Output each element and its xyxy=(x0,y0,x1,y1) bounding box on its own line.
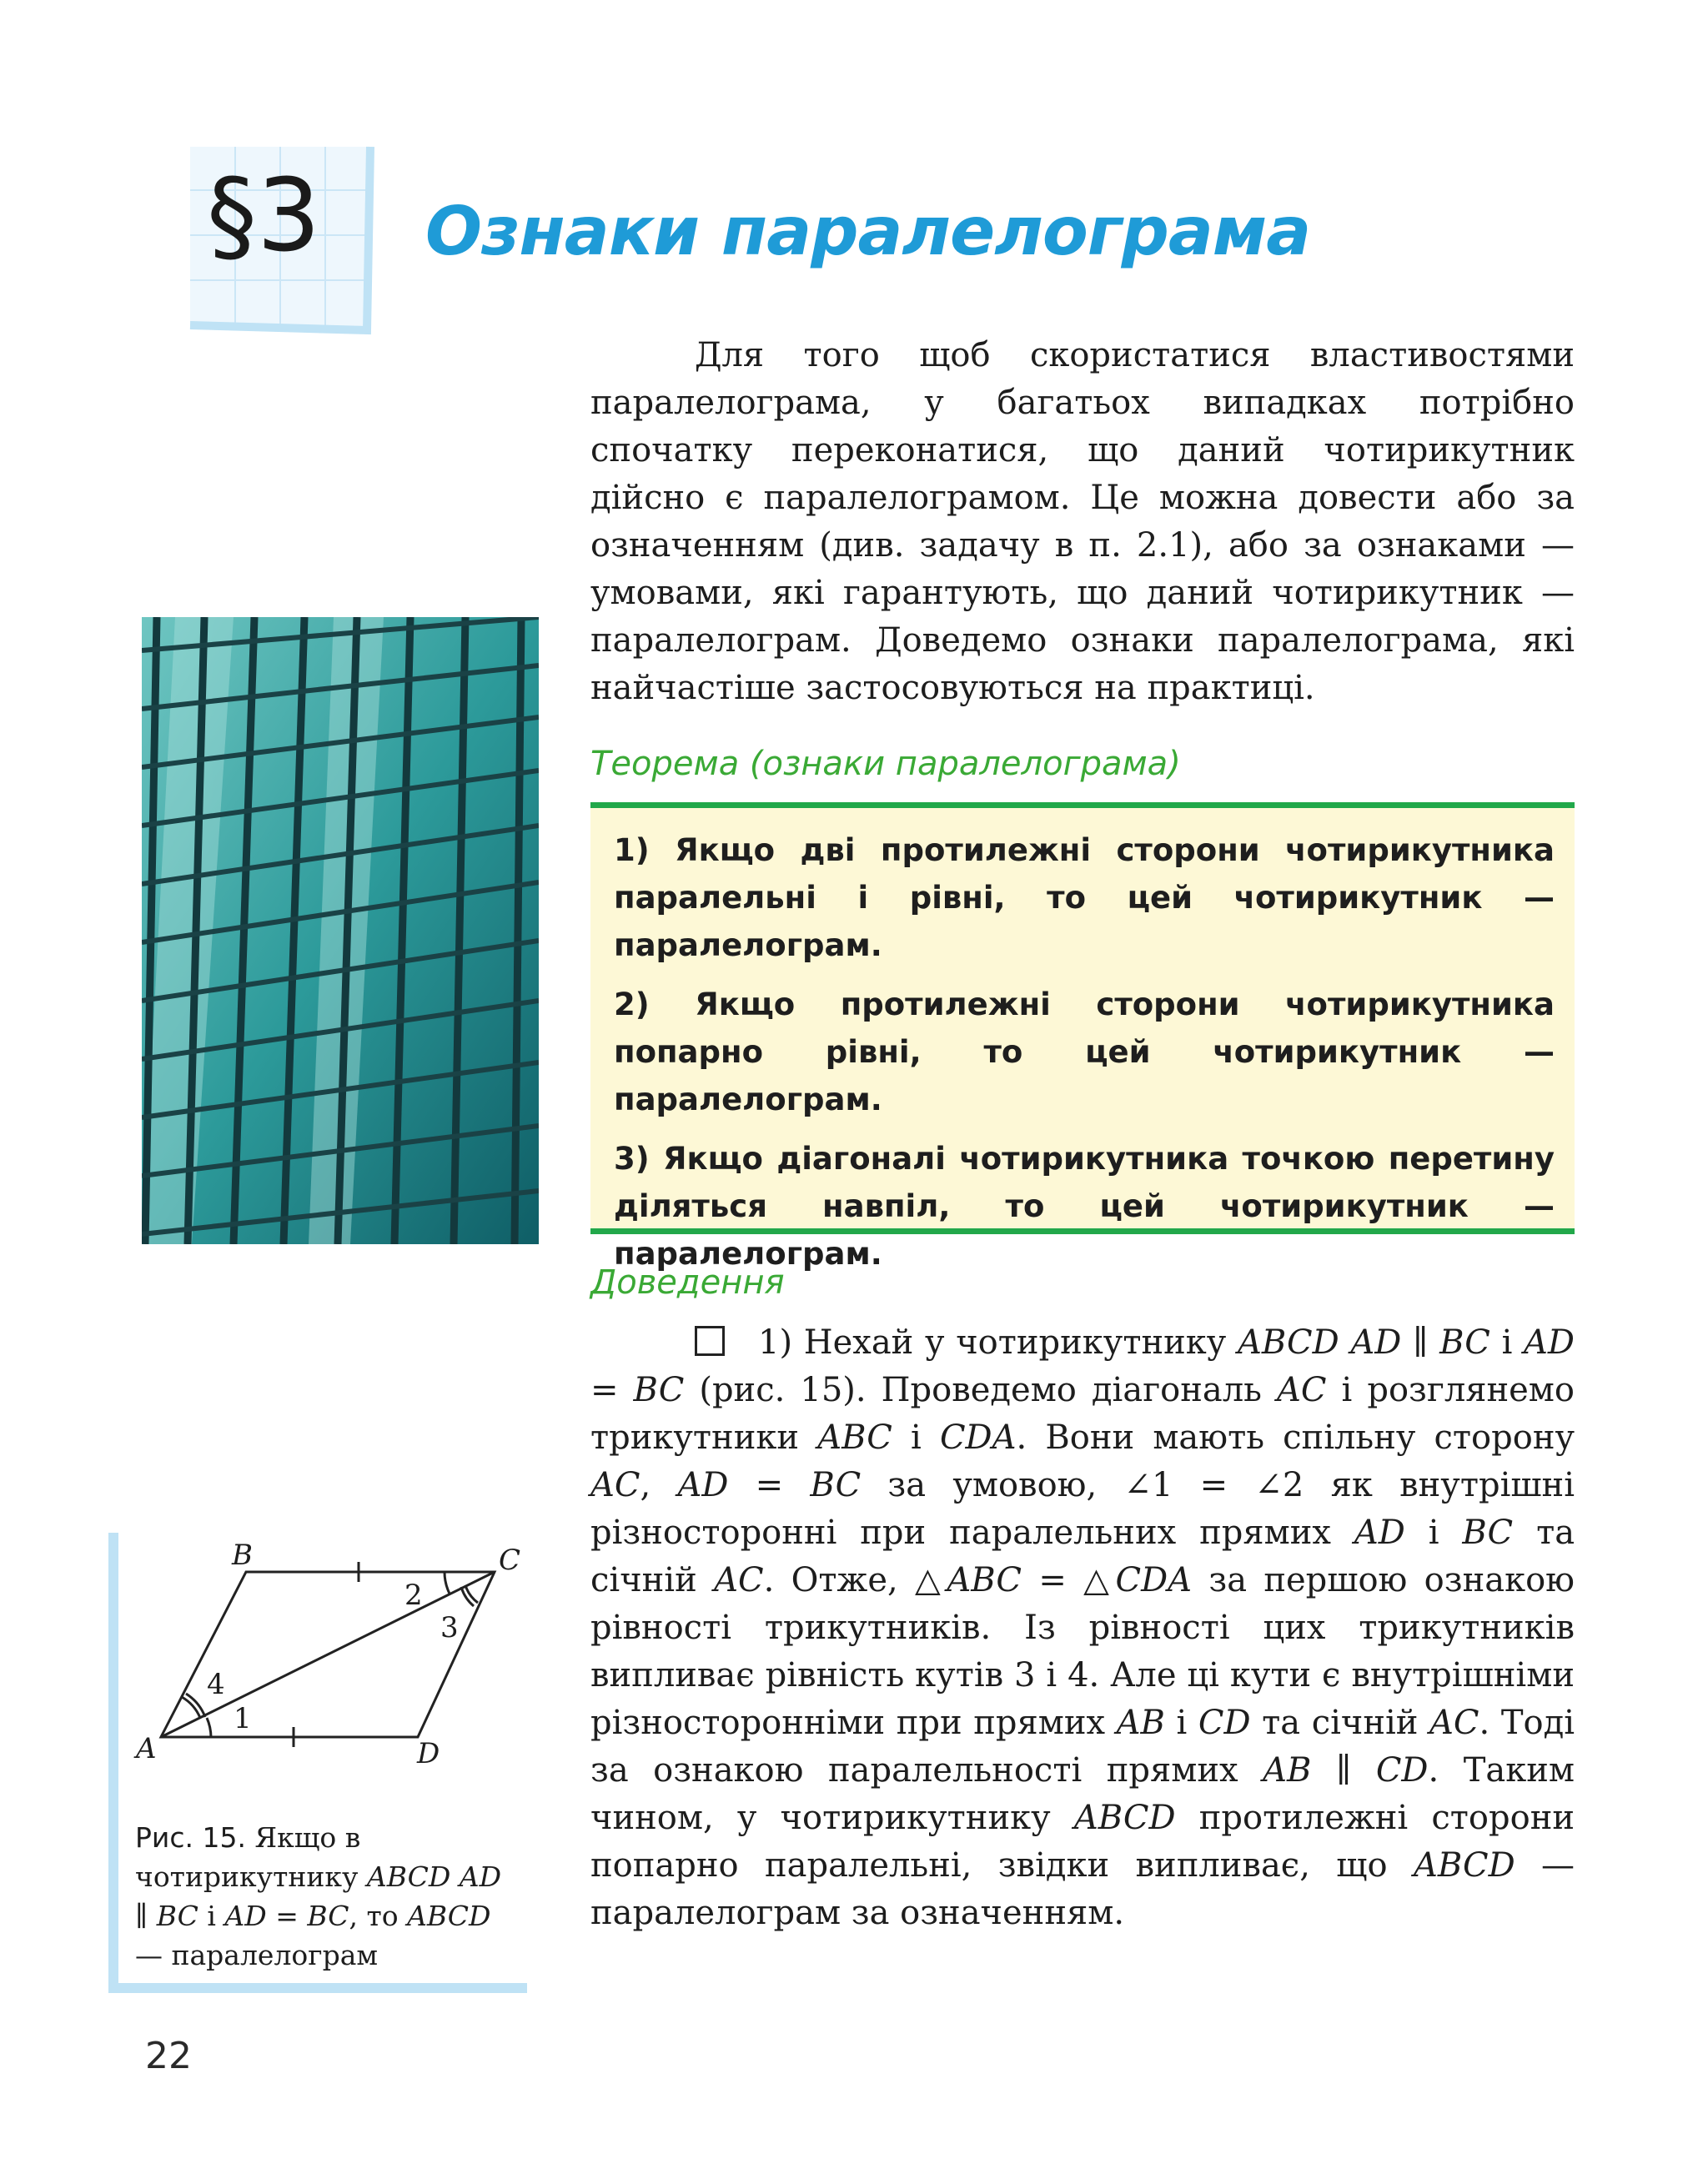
proof-text xyxy=(590,1319,1575,1937)
proof-segment: як внутрішні різносторонні при паралельних прямих xyxy=(590,1466,1575,1552)
proof-segment: протилежні сторони попарно паралельні, звідки випливає, що xyxy=(590,1799,1575,1885)
math-ad-eq-bc: AD = BC xyxy=(677,1466,862,1504)
angle-label-4: 4 xyxy=(207,1668,225,1701)
math-ac: AC xyxy=(714,1561,764,1599)
theorem-item-3: 3) Якщо діагоналі чотирикутника точкою перетину діляться навпіл, то цей чотирикутник — паралелограм. xyxy=(614,1141,1555,1272)
math-ab: AB xyxy=(1116,1704,1165,1742)
math-ab-par-cd: AB ∥ CD xyxy=(1263,1751,1429,1790)
figure-caption xyxy=(135,1818,519,1975)
proof-segment: — паралелограм за означенням. xyxy=(590,1846,1575,1932)
proof-segment: , xyxy=(640,1466,651,1504)
math-triangles-equal: △ABC = △CDA xyxy=(915,1561,1193,1599)
proof-segment: 1) Нехай у чотирикутнику xyxy=(758,1323,1227,1362)
intro-text: Для того щоб скористатися властивостями паралелограма, у багатьох випадках потрібно спочатку переконатися, що даний чотирикутник дійсно є паралелограмом. Це можна довести або за означенням (див. задачу в п. 2.1), або за ознаками — умовами, які гарантують, що даний чотирикутник — паралелограм. Доведемо ознаки паралелограма, які найчастіше застосовуються на практиці. xyxy=(590,336,1575,707)
caption-label: Рис. 15. xyxy=(135,1821,246,1854)
caption-math-ad-par-bc: AD ∥ BC xyxy=(135,1860,502,1932)
math-angle-1-2: ∠1 = ∠2 xyxy=(1123,1466,1304,1504)
proof-start-square-icon xyxy=(695,1326,725,1356)
intro-paragraph xyxy=(590,332,1575,712)
vertex-label-d: D xyxy=(417,1737,440,1770)
proof-segment: та січній xyxy=(590,1514,1575,1599)
vertex-label-b: B xyxy=(232,1539,253,1572)
math-ac: AC xyxy=(590,1466,640,1504)
theorem-item-2: 2) Якщо протилежні сторони чотирикутника попарно рівні, то цей чотирикутник — паралелограм. xyxy=(614,987,1555,1117)
caption-math-abcd: ABCD xyxy=(366,1860,451,1893)
page-number: 22 xyxy=(145,2035,192,2077)
caption-segment: — паралелограм xyxy=(135,1939,379,1971)
math-ac: AC xyxy=(1276,1371,1327,1409)
proof-segment: і xyxy=(1501,1323,1513,1362)
building-photo xyxy=(142,617,539,1244)
theorem-box xyxy=(590,802,1575,1272)
caption-segment: Якщо в чотирикутнику xyxy=(135,1821,361,1893)
angle-label-3: 3 xyxy=(440,1611,459,1644)
proof-segment: за першою ознакою рівності трикутників. Із рівності цих трикутників випливає рівність кутів 3 і 4. Але ці кути є внутрішніми різносторонніми при прямих xyxy=(590,1561,1575,1742)
proof-segment: і xyxy=(1428,1514,1439,1552)
proof-segment: . Тоді за ознакою паралельності прямих xyxy=(590,1704,1575,1790)
angle-label-2: 2 xyxy=(404,1579,423,1612)
math-cd: CD xyxy=(1198,1704,1251,1742)
proof-heading: Доведення xyxy=(590,1263,785,1302)
vertex-label-a: A xyxy=(136,1732,157,1765)
angle-label-1: 1 xyxy=(234,1702,252,1735)
math-bc: BC xyxy=(1462,1514,1514,1552)
proof-segment: і xyxy=(1176,1704,1188,1742)
proof-segment: (рис. 15). Проведемо діагональ xyxy=(699,1371,1262,1409)
caption-math-ad-eq-bc: AD = BC xyxy=(224,1900,349,1932)
caption-segment: , то xyxy=(349,1900,399,1932)
theorem-item-1: 1) Якщо дві протилежні сторони чотирикутника паралельні і рівні, то цей чотирикутник — паралелограм. xyxy=(614,832,1555,963)
proof-segment: . Отже, xyxy=(763,1561,898,1599)
proof-segment: . Таким чином, у чотирикутнику xyxy=(590,1751,1575,1837)
proof-segment: і розглянемо трикутники xyxy=(590,1371,1575,1457)
section-number: §3 xyxy=(207,158,321,274)
math-abcd: ABCD xyxy=(1073,1799,1176,1837)
math-ad-par-bc: AD ∥ BC xyxy=(1350,1323,1490,1362)
caption-segment: і xyxy=(207,1900,216,1932)
proof-paragraph xyxy=(590,1319,1575,1937)
math-cda: CDA xyxy=(939,1418,1017,1457)
math-abcd: ABCD xyxy=(1413,1846,1515,1885)
proof-segment: за умовою, xyxy=(887,1466,1098,1504)
math-ac: AC xyxy=(1429,1704,1479,1742)
figure-15 xyxy=(133,1533,550,1786)
theorem-heading: Теорема (ознаки паралелограма) xyxy=(590,745,1181,783)
proof-segment: і xyxy=(911,1418,922,1457)
math-ad: AD xyxy=(1354,1514,1405,1552)
section-title: Ознаки паралелограма xyxy=(425,193,1311,270)
math-abcd: ABCD xyxy=(1238,1323,1339,1362)
math-abc: ABC xyxy=(817,1418,892,1457)
proof-segment: . Вони мають спільну сторону xyxy=(1016,1418,1575,1457)
vertex-label-c: C xyxy=(499,1544,521,1577)
proof-segment: та січній xyxy=(1262,1704,1419,1742)
caption-math-abcd: ABCD xyxy=(407,1900,491,1932)
math-ad-eq-bc: AD = BC xyxy=(590,1323,1575,1409)
